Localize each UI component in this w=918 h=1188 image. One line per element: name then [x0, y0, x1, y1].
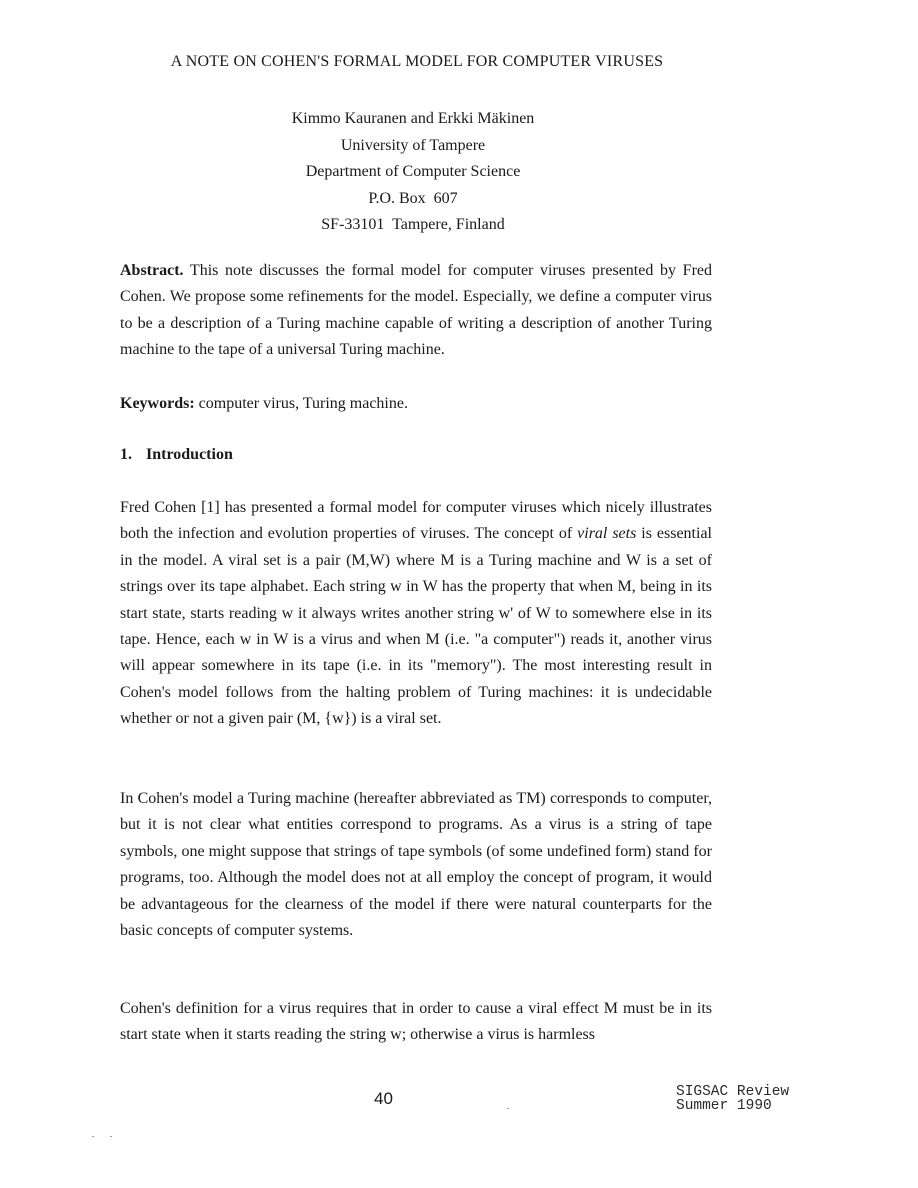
- paragraph-programs: [120, 786, 712, 944]
- scan-speck: [92, 1136, 94, 1137]
- viral-sets-term: viral sets: [577, 525, 637, 543]
- paragraph-definition-text: Cohen's definition for a virus requires that in order to cause a viral effect M must be in its start state when it starts reading the string w; otherwise a virus is harmless: [120, 1000, 712, 1044]
- page-number: 40: [374, 1089, 393, 1108]
- paragraph-intro-part1: Fred Cohen [1] has presented a formal model for computer viruses which nicely illustrates both the infection and evolution properties of viruses. The concept of: [120, 499, 712, 543]
- paragraph-programs-text: In Cohen's model a Turing machine (hereafter abbreviated as TM) corresponds to computer, but it is not clear what entities correspond to programs. As a virus is a string of tape symbols, one might suppose that strings of tape symbols (of some undefined form) stand for programs, too. Although the model does not at all employ the concept of program, it would be advantageous for the clearness of the model if there were natural counterparts for the basic concepts of computer systems.: [120, 790, 712, 940]
- author-po-box: P.O. Box 607: [368, 189, 458, 207]
- author-address: SF-33101 Tampere, Finland: [321, 216, 505, 233]
- author-names: Kimmo Kauranen and Erkki Mäkinen: [291, 110, 535, 127]
- author-university: University of Tampere: [340, 136, 486, 154]
- section-number: 1.: [120, 446, 132, 463]
- abstract-label: Abstract.: [120, 262, 184, 279]
- abstract: [120, 258, 712, 364]
- author-block: [0, 106, 826, 239]
- paragraph-definition: [120, 996, 712, 1049]
- scan-speck: [507, 1108, 509, 1109]
- abstract-text: This note discusses the formal model for computer viruses presented by Fred Cohen. We propose some refinements for the model. Especially, we define a computer virus to be a description of a Turing machine capable of writing a description of another Turing machine to the tape of a universal Turing machine.: [120, 262, 712, 359]
- journal-name: SIGSAC Review: [676, 1084, 790, 1100]
- author-department: Department of Computer Science: [305, 163, 521, 180]
- scan-speck: [110, 1136, 112, 1137]
- journal-footer: [676, 1085, 789, 1113]
- keywords-label: Keywords:: [120, 395, 195, 412]
- section-heading: [120, 442, 712, 468]
- journal-issue: Summer 1990: [676, 1098, 772, 1114]
- paper-title: A NOTE ON COHEN'S FORMAL MODEL FOR COMPUTER VIRUSES: [170, 53, 664, 70]
- paragraph-intro-part2: is essential in the model. A viral set is a pair (M,W) where M is a Turing machine and W is a set of strings over its tape alphabet. Each string w in W has the property that when M, being in its start state, starts reading w it always writes another string w' of W to somewhere else in its tape. Hence, each w in W is a virus and when M (i.e. "a computer") reads it, another virus will appear somewhere in its tape (i.e. in its "memory"). The most interesting result in Cohen's model follows from the halting problem of Turing machines: it is undecidable whether or not a given pair (M, {w}) is a viral set.: [120, 525, 712, 728]
- section-title: Introduction: [146, 446, 233, 463]
- paragraph-intro: [120, 495, 712, 733]
- keywords: [120, 391, 712, 417]
- keywords-text: computer virus, Turing machine.: [194, 395, 408, 412]
